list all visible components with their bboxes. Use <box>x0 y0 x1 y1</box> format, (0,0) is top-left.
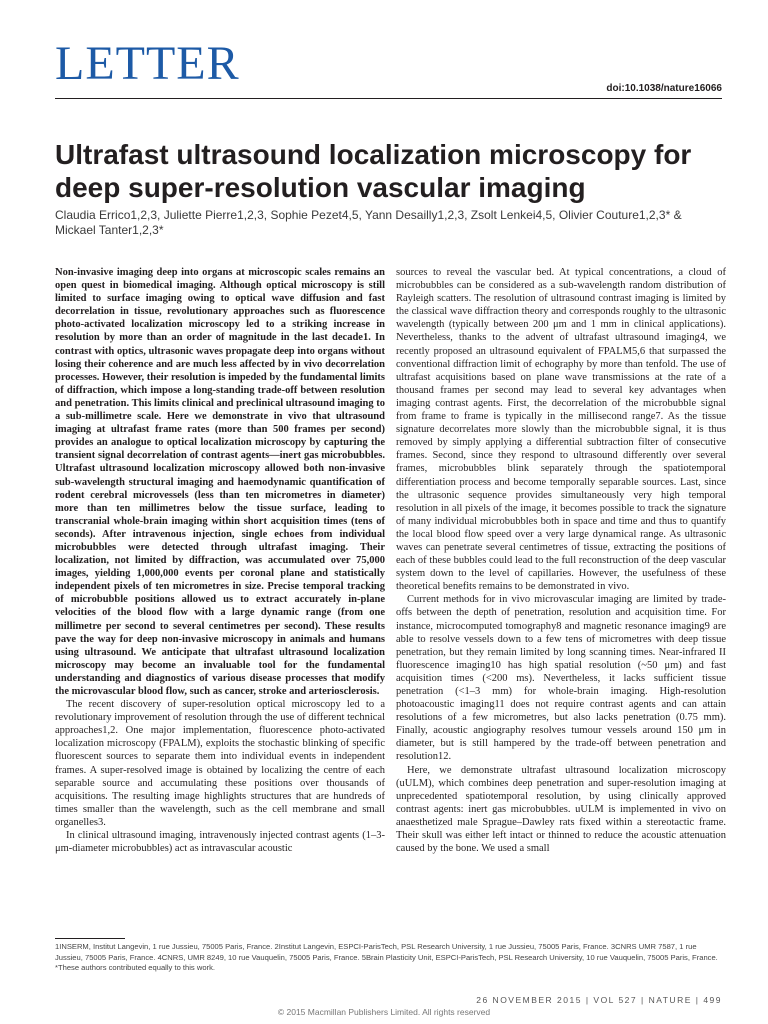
page-info: 26 NOVEMBER 2015 | VOL 527 | NATURE | 499 <box>476 995 722 1005</box>
body-paragraph: sources to reveal the vascular bed. At typical concentrations, a cloud of microbubbles can be considered as a sub-wavelength random distribution of Rayleigh scatters. The resolution of ultrasound contrast imaging is limited by the classical wave diffraction theory and corresponds roughly to the ultrasonic wavelength (typically between 200 μm and 1 mm in clinical applications). Nevertheless, thanks to the advent of ultrafast ultrasound imaging4, we recently proposed an ultrasound equivalent of FPALM5,6 that surpassed the conventional diffraction limit of echography by more than tenfold. The use of ultrafast acquisitions based on plane wave transmissions at the rate of a thousand frames per second may lead to several key advantages when imaging contrast agents. First, the decorrelation of the microbubble signal from frame to frame is typically in the millisecond range7. As the tissue signature decorrelates more slowly than the microbubble signal, it is thus removed by simply applying a differential subtraction filter of consecutive frames. Second, since they respond to ultrasound differently over several frames, microbubbles blink separately through the spatiotemporal differentiation process and become temporally separable sources. Last, since the ultrasonic sequence provides simultaneously very high temporal resolution in all pixels of the image, it becomes possible to track the signature of many individual microbubbles both in space and time and thus to quantify the local blood flow speed over a very large dynamical range. As ultrasonic waves can penetrate several centimetres of tissue, extracting the positions of each of these bubbles could lead to the full reconstruction of the deep vascular system down to the level of capillaries. However, the usefulness of these theoretical benefits remains to be demonstrated in vivo. <box>396 267 726 593</box>
footnotes <box>55 942 725 974</box>
author-list: Claudia Errico1,2,3, Juliette Pierre1,2,3, Sophie Pezet4,5, Yann Desailly1,2,3, Zsolt Lenkei4,5, Olivier Couture1,2,3* & Mickael Tanter1,2,3* <box>55 208 682 237</box>
section-label: LETTER <box>55 37 240 90</box>
header-rule <box>55 98 722 99</box>
equal-contribution-note: *These authors contributed equally to this work. <box>55 963 215 972</box>
copyright: © 2015 Macmillan Publishers Limited. All rights reserved <box>277 1007 491 1017</box>
left-column <box>55 266 385 855</box>
body-paragraph: Here, we demonstrate ultrafast ultrasound localization microscopy (uULM), which combines deep penetration and super-resolution imaging at unprecedented spatiotemporal resolution, by using clinically approved contrast agents: inert gas microbubbles. uULM is implemented in vivo on anaesthetized male Sprague–Dawley rats fixed within a stereotactic frame. Their skull was either left intact or thinned to reduce the acoustic attenuation caused by the bone. We used a small <box>396 764 726 855</box>
body-paragraph: In clinical ultrasound imaging, intravenously injected contrast agents (1–3-μm-diameter microbubbles) act as intravascular acoustic <box>55 830 385 855</box>
right-column <box>396 266 726 855</box>
doi-link[interactable]: doi:10.1038/nature16066 <box>606 83 722 94</box>
footnote-rule <box>55 938 125 939</box>
affiliations: 1INSERM, Institut Langevin, 1 rue Jussieu, 75005 Paris, France. 2Institut Langevin, ESPCI-ParisTech, PSL Research University, 1 rue Jussieu, 75005 Paris, France. 3CNRS UMR 7587, 1 rue Jussieu, 75005 Paris, France. 4CNRS, UMR 8249, 10 rue Vauquelin, 75005 Paris, France. 5Brain Plasticity Unit, ESPCI-ParisTech, PSL Research University, 10 rue Vauquelin, 75005 Paris, France. <box>55 942 718 962</box>
abstract: Non-invasive imaging deep into organs at microscopic scales remains an open quest in biomedical imaging. Although optical microscopy is still limited to surface imaging owing to optical wave diffusion and fast decorrelation in tissue, revolutionary approaches such as fluorescence photo-activated localization microscopy led to a striking increase in resolution by more than an order of magnitude in the last decade1. In contrast with optics, ultrasonic waves propagate deep into organs without losing their coherence and are much less affected by in vivo decorrelation processes. However, their resolution is impeded by the fundamental limits of diffraction, which impose a long-standing trade-off between resolution and penetration. This limits clinical and preclinical ultrasound imaging to a sub-millimetre scale. Here we demonstrate in vivo that ultrasound imaging at ultrafast frame rates (more than 500 frames per second) provides an analogue to optical localization microscopy by capturing the transient signal decorrelation of contrast agents—inert gas microbubbles. Ultrafast ultrasound localization microscopy allowed both non-invasive sub-wavelength structural imaging and haemodynamic quantification of rodent cerebral microvessels (less than ten micrometres in diameter) more than ten millimetres below the tissue surface, leading to transcranial whole-brain imaging within short acquisition times (tens of seconds). After intravenous injection, single echoes from individual microbubbles were detected through ultrafast imaging. Their localization, not limited by diffraction, was accumulated over 75,000 images, yielding 1,000,000 events per coronal plane and statistically independent pixels of ten micrometres in size. Precise temporal tracking of microbubble positions allowed us to extract accurately in-plane velocities of the blood flow with a large dynamic range (from one millimetre per second to several centimetres per second). These results pave the way for deep non-invasive microscopy in animals and humans using ultrasound. We anticipate that ultrafast ultrasound localization microscopy may become an invaluable tool for the fundamental understanding and diagnostics of various disease processes that modify the microvascular blood flow, such as cancer, stroke and arteriosclerosis. <box>55 267 385 697</box>
article-title: Ultrafast ultrasound localization microscopy for deep super-resolution vascular imaging <box>55 139 692 203</box>
body-paragraph: Current methods for in vivo microvascular imaging are limited by trade-offs between the depth of penetration, resolution and acquisition time. For instance, microcomputed tomography8 and magnetic resonance imaging9 are able to resolve vessels down to a few tens of micrometres with deep tissue penetration, but they remain limited by long scanning times. Near-infrared II fluorescence imaging10 has high spatial resolution (~50 μm) and fast acquisition times (<200 ms). Nevertheless, it lacks sufficient tissue penetration (<1–3 mm) for whole-brain imaging. High-resolution photoacoustic imaging11 does not require contrast agents and can attain resolutions of a few micrometres, but also lacks penetration (0.75 mm). Finally, acoustic angiography resolves tumour vessels around 150 μm in diameter, but is still hampered by the trade-off between penetration and resolution12. <box>396 594 726 763</box>
body-paragraph: The recent discovery of super-resolution optical microscopy led to a revolutionary improvement of resolution through the use of different technical approaches1,2. One major implementation, fluorescence photo-activated localization microscopy (FPALM), exploits the stochastic blinking of specific fluorescent sources to separate them into individual events in independent frames. A super-resolved image is obtained by localizing the centre of each separable source and accumulating these positions over thousands of acquisitions. The resulting image highlights structures that are hundreds of times smaller than the wavelength, such as the cell membrane and small organelles3. <box>55 699 385 828</box>
